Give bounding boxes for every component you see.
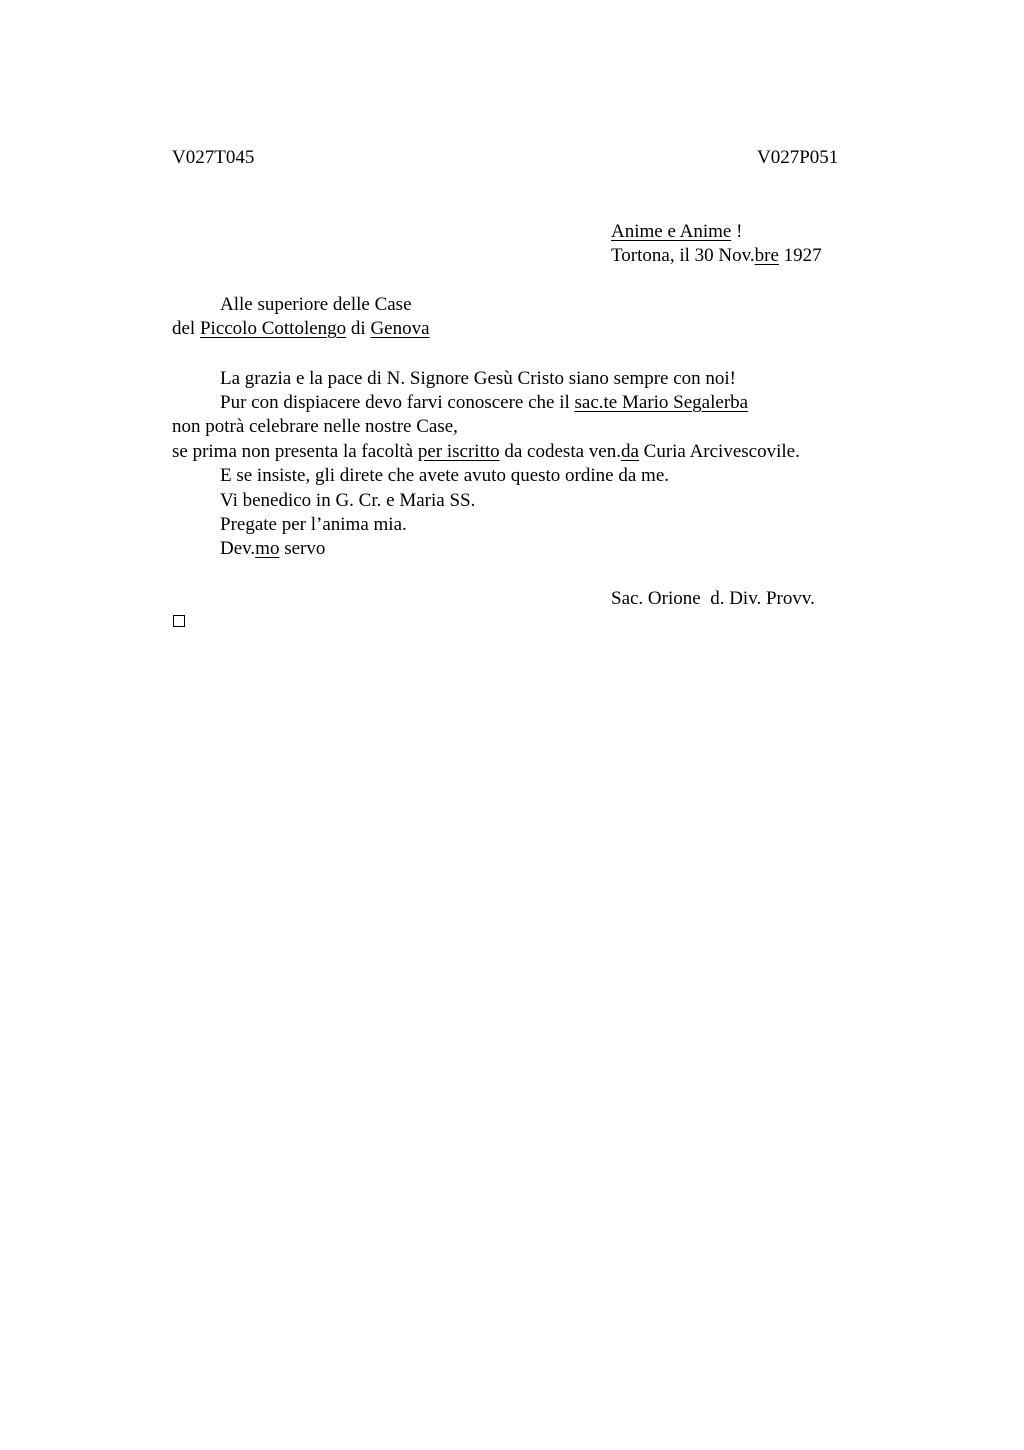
place-date-text: Tortona, il 30 Nov. bbox=[611, 245, 755, 266]
body-emphasis: per iscritto bbox=[417, 441, 500, 462]
address-line-2 bbox=[172, 317, 430, 341]
motto-punct: ! bbox=[731, 221, 743, 242]
body-line-1 bbox=[220, 391, 748, 415]
address-city: Genova bbox=[370, 318, 430, 339]
body-line-3 bbox=[172, 440, 800, 464]
motto-line bbox=[611, 220, 742, 244]
place-date-year: 1927 bbox=[778, 245, 822, 266]
closing-text: servo bbox=[279, 538, 326, 559]
signature: Sac. Orione d. Div. Provv. bbox=[611, 588, 815, 609]
body-text: se prima non presenta la facoltà bbox=[172, 441, 418, 462]
body-text: Curia Arcivescovile. bbox=[638, 441, 800, 462]
document-code-left: V027T045 bbox=[172, 147, 255, 168]
body-text: Pur con dispiacere devo farvi conoscere che il bbox=[220, 392, 575, 413]
greeting: La grazia e la pace di N. Signore Gesù Cristo siano sempre con noi! bbox=[220, 368, 737, 389]
address-line-1: Alle superiore delle Case bbox=[220, 294, 412, 315]
address-text: di bbox=[346, 318, 371, 339]
body-line-4: E se insiste, gli direte che avete avuto questo ordine da me. bbox=[220, 465, 669, 486]
body-text: da codesta ven. bbox=[499, 441, 621, 462]
square-outline-icon bbox=[173, 615, 185, 627]
closing-abbrev-suffix: mo bbox=[255, 538, 280, 559]
motto: Anime e Anime bbox=[611, 221, 732, 242]
place-date bbox=[611, 244, 822, 268]
body-abbrev-suffix: da bbox=[620, 441, 639, 462]
place-date-month-suffix: bre bbox=[754, 245, 779, 266]
blessing-line: Vi benedico in G. Cr. e Maria SS. bbox=[220, 490, 476, 511]
closing bbox=[220, 537, 325, 561]
priest-name: sac.te Mario Segalerba bbox=[574, 392, 749, 413]
closing-text: Dev. bbox=[220, 538, 256, 559]
prayer-request: Pregate per l’anima mia. bbox=[220, 514, 407, 535]
body-line-2: non potrà celebrare nelle nostre Case, bbox=[172, 416, 458, 437]
address-institution: Piccolo Cottolengo bbox=[199, 318, 347, 339]
address-text: del bbox=[172, 318, 200, 339]
document-code-right: V027P051 bbox=[757, 147, 839, 168]
